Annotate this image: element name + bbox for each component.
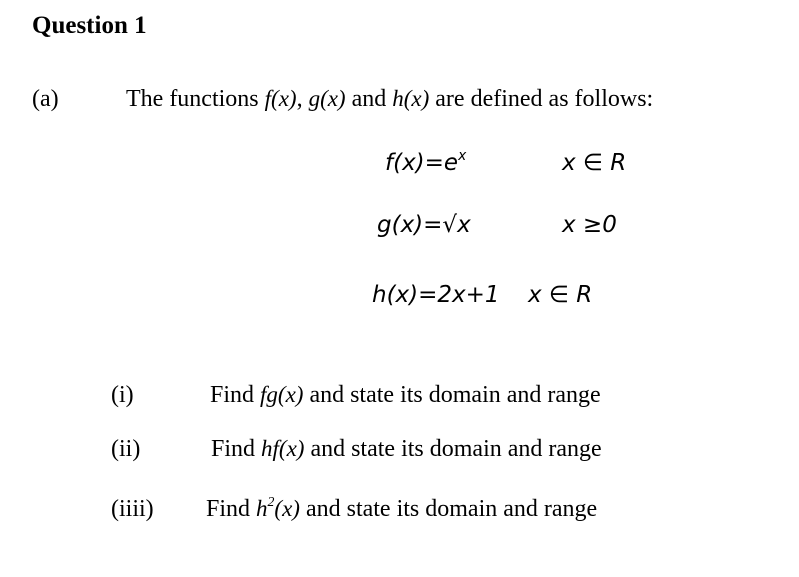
part-a-label: (a) xyxy=(32,86,59,112)
h-function-name: h(x) xyxy=(392,86,430,111)
definition-h-lhs: h(x)=2x+1 xyxy=(372,282,500,308)
f-function-name: f(x) xyxy=(264,86,297,111)
expr-argument: (x) xyxy=(274,496,300,521)
definition-g-domain xyxy=(562,212,617,238)
definition-g xyxy=(377,212,471,238)
expr-base: h xyxy=(256,496,268,521)
subpart-i-expression: fg(x) xyxy=(260,382,304,407)
definition-f-exponent: x xyxy=(458,147,467,164)
definition-f-domain xyxy=(562,150,626,176)
find-word: Find xyxy=(211,436,256,462)
definition-f-domain-text: x ∈ R xyxy=(562,150,627,176)
definition-f-lhs: f(x)=e xyxy=(385,150,459,176)
subpart-iiii-rest: and state its domain and range xyxy=(305,496,598,522)
question-heading: Question 1 xyxy=(32,12,147,39)
subpart-i-label: (i) xyxy=(111,382,134,408)
subpart-i-rest: and state its domain and range xyxy=(309,382,601,408)
subpart-iiii-label: (iiii) xyxy=(111,496,154,522)
g-function-name: g(x) xyxy=(308,86,346,111)
intro-prefix: The functions xyxy=(126,86,259,112)
definition-h-domain xyxy=(528,282,592,308)
subpart-ii-label: (ii) xyxy=(111,436,141,462)
part-a-intro xyxy=(126,86,653,113)
subpart-ii-rest: and state its domain and range xyxy=(310,436,602,462)
subpart-i-text xyxy=(210,382,601,409)
definition-g-lhs: g(x)=√x xyxy=(377,212,471,238)
subpart-iiii-text xyxy=(206,493,598,523)
intro-suffix: are defined as follows: xyxy=(435,86,654,112)
expr-exponent: 2 xyxy=(267,493,275,509)
definition-h-domain-text: x ∈ R xyxy=(528,282,593,308)
subpart-ii-expression: hf(x) xyxy=(261,436,305,461)
find-word: Find xyxy=(210,382,255,408)
definition-f xyxy=(385,147,467,176)
comma: , xyxy=(296,86,303,112)
subpart-iiii-expression xyxy=(256,493,300,521)
definition-g-domain-text: x ≥0 xyxy=(562,212,617,238)
find-word: Find xyxy=(206,496,251,522)
and-word: and xyxy=(351,86,387,112)
subpart-ii-text xyxy=(211,436,602,463)
definition-h xyxy=(372,282,500,308)
